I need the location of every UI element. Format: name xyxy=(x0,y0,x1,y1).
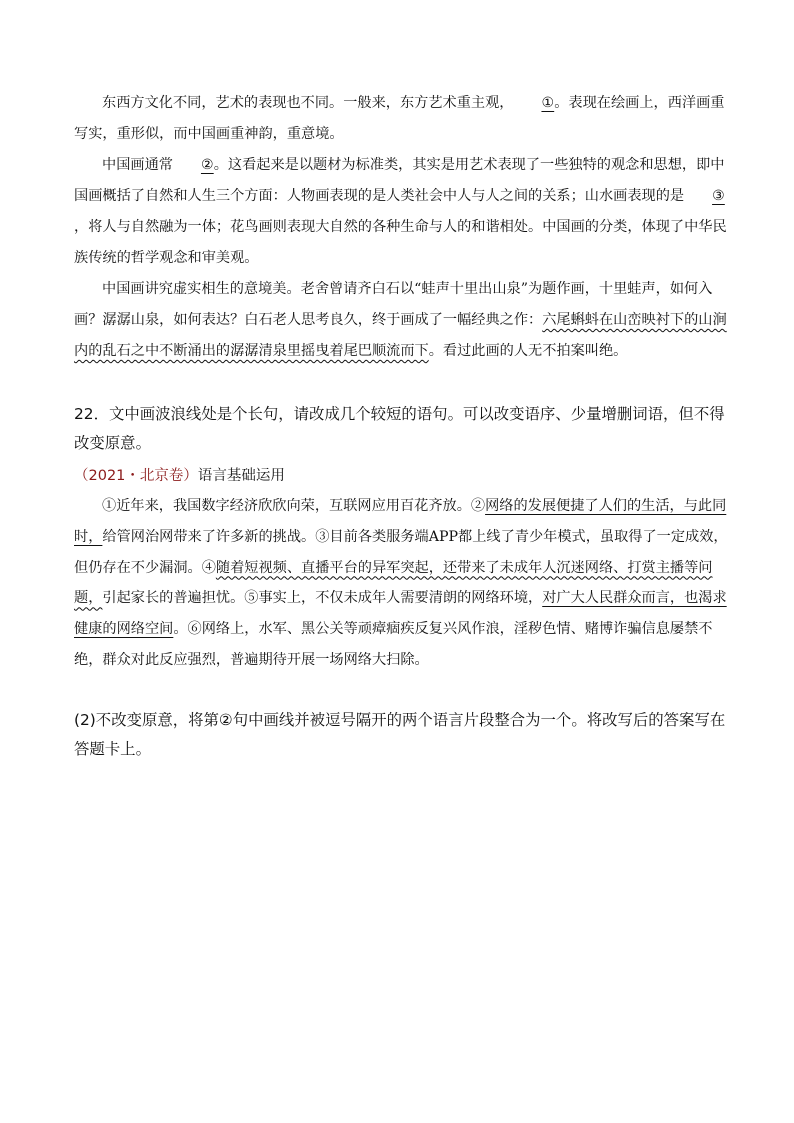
paragraph-text: 。看过此画的人无不拍案叫绝。 xyxy=(428,343,628,359)
paragraph-text: 中国画通常 xyxy=(102,157,173,173)
paragraph-text: ，将人与自然融为一体；花鸟画则表现大自然的各种生命与人的和谐相处。中国画的分类，体现了中华民族传统的哲学观念和审美观。 xyxy=(74,219,727,266)
question-22: 22．文中画波浪线处是个长句，请改成几个较短的语句。可以改变语序、少量增删词语，但不得改变原意。 xyxy=(74,405,725,452)
wavy-underlined-long-sentence: 六尾蝌蚪在山峦映衬下的山涧内的乱石之中不断涌出的潺潺清泉里摇曳着尾巴顺流而下 xyxy=(74,312,727,359)
paragraph-text: 。这看起来是以题材为标准类，其实是用艺术表现了一些独特的观念和思想，即中国画概括了自然和人生三个方面：人物画表现的是人类社会中人与人之间的关系；山水画表现的是 xyxy=(74,157,725,204)
passage-paragraph-2 xyxy=(74,150,728,274)
wavy-underlined-fragment-4: 随着短视频、直播平台的异军突起，还带来了未成年人沉迷网络、打赏主播等问题， xyxy=(74,559,713,607)
language-passage xyxy=(74,491,728,676)
paragraph-text: 中国画讲究虚实相生的意境美。老舍曾请齐白石以“蛙声十里出山泉”为题作画，十里蛙声，如何入画？潺潺山泉，如何表达？白石老人思考良久，终于画成了一幅经典之作： xyxy=(74,281,713,328)
question-source xyxy=(74,464,285,488)
sentence-4-5: 引起家长的普遍担忧。⑤事实上，不仅未成年人需要清朗的网络环境， xyxy=(102,590,543,607)
underlined-fragment-5: 对广大人民群众而言，也渴求健康的网络空间 xyxy=(74,590,727,638)
passage-paragraph-3 xyxy=(74,274,728,367)
underlined-fragment-2: 网络的发展便捷了人们的生活，与此同时， xyxy=(74,498,727,545)
source-tag: （2021・北京卷） xyxy=(74,468,198,484)
passage2-paragraph xyxy=(74,491,728,676)
blank-2: ② xyxy=(200,157,214,173)
blank-1: ① xyxy=(541,95,555,111)
question-2: (2)不改变原意，将第②句中画线并被逗号隔开的两个语言片段整合为一个。将改写后的答案写在答题卡上。 xyxy=(74,711,726,758)
sentence-1: ①近年来，我国数字经济欣欣向荣，互联网应用百花齐放。② xyxy=(102,498,486,514)
source-label: 语言基础运用 xyxy=(197,468,285,484)
paragraph-text: 。表现在绘画上，西洋画重写实，重形似，而中国画重神韵，重意境。 xyxy=(74,95,725,142)
blank-3: ③ xyxy=(712,188,725,204)
paragraph-text: 东西方文化不同，艺术的表现也不同。一般来，东方艺术重主观， xyxy=(102,95,514,111)
reading-passage xyxy=(74,88,728,367)
passage-paragraph-1 xyxy=(74,88,728,150)
sentence-2-3: 给管网治网带来了许多新的挑战。③目前各类服务端APP都上线了青少年模式，虽取得了一定成效，但仍存在不少漏洞。④ xyxy=(74,528,728,576)
sentence-5-6: 。⑥网络上，水军、黑公关等顽瘴痼疾反复兴风作浪，淫秽色情、赌博诈骗信息屡禁不绝，群众对此反应强烈，普遍期待开展一场网络大扫除。 xyxy=(74,621,713,668)
